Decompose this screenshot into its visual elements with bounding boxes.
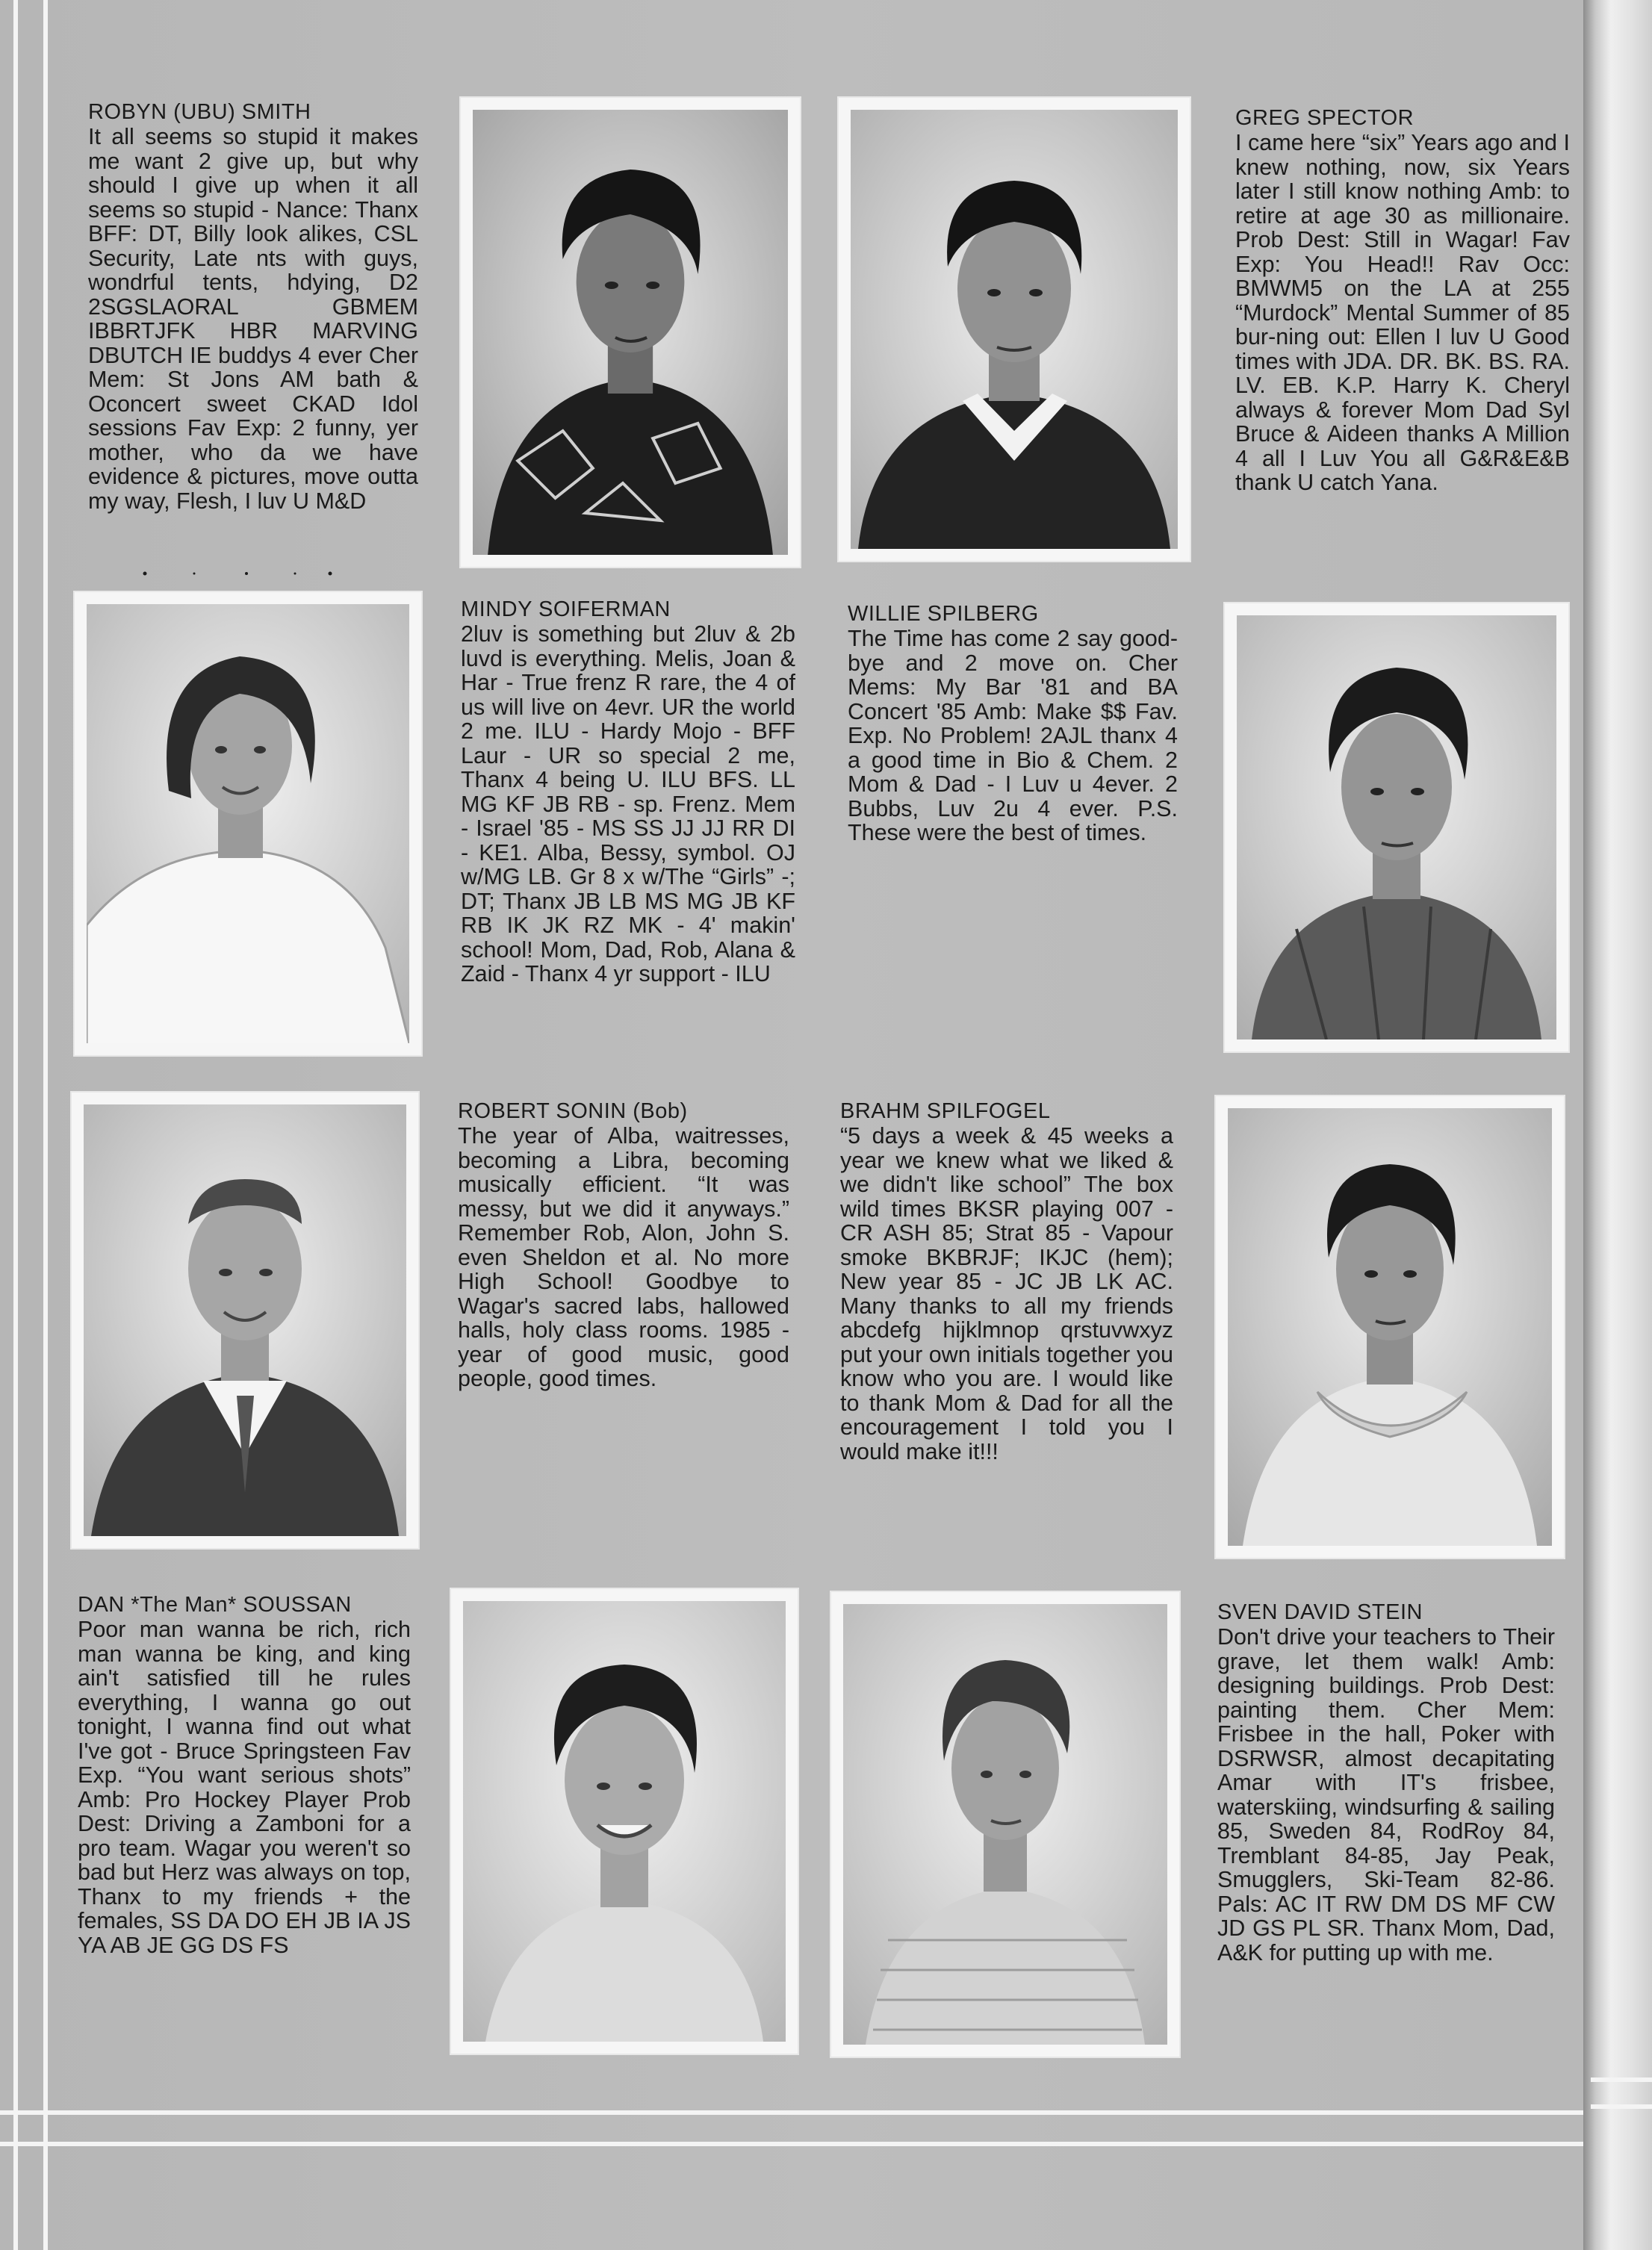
portrait-photo-brahm-spilfogel xyxy=(1216,1096,1564,1558)
student-bio: “5 days a week & 45 weeks a year we knew what we liked & we didn't like school” The box wild times BKSR playing 007 - CR ASH 85; Strat 85 - Vapour smoke BKBRJF; IKJC (hem); New year 85 - JC JB LK AC. Many thanks to all my friends abcdefg hijklmnop qrstuvwxyz put your own initials together you know who you are. I would like to thank Mom & Dad for all the encouragement I told you I would make it!!! xyxy=(840,1123,1173,1464)
binding-rule xyxy=(1591,2077,1652,2082)
binding-rule-lower xyxy=(1591,2104,1652,2109)
student-entry-dan-soussan xyxy=(78,1593,411,1957)
student-entry-willie-spilberg xyxy=(848,602,1178,845)
student-name: ROBERT SONIN (Bob) xyxy=(458,1099,688,1123)
student-entry-mindy-soiferman xyxy=(461,597,795,986)
student-bio: Don't drive your teachers to Their grave, let them walk! Amb: designing buildings. Prob Dest: painting them. Cher Mem: Frisbee in the hall, Poker with DSRWSR, almost decapitating Amar with IT's frisbee, waterskiing, windsurfing & sailing 85, Sweden 84, RodRoy 84, Tremblant 84-85, Jay Peak, Smugglers, Ski-Team 82-86. Pals: AC IT RW DM DS MF CW JD GS PL SR. Thanx Mom, Dad, A&K for putting up with me. xyxy=(1217,1624,1555,1965)
portrait-photo-dan-soussan xyxy=(451,1589,798,2054)
decorative-dots xyxy=(142,571,351,577)
student-name: DAN *The Man* SOUSSAN xyxy=(78,1593,352,1617)
portrait-photo-robyn-smith xyxy=(461,98,800,567)
bottom-horizontal-rule-lower xyxy=(0,2142,1652,2146)
student-bio: Poor man wanna be rich, rich man wanna be king, and king ain't satisfied till he rules everything, I wanna go out tonight, I wanna find out what I've got - Bruce Springsteen Fav Exp. “You want serious shots” Amb: Pro Hockey Player Prob Dest: Driving a Zamboni for a pro team. Wagar you weren't so bad but Herz was always on top, Thanx to my friends + the females, SS DA DO EH JB IA JS YA AB JE GG DS FS xyxy=(78,1617,411,1958)
portrait-photo-mindy-soiferman xyxy=(75,592,421,1055)
portrait-photo-sven-stein xyxy=(831,1592,1179,2057)
portrait-photo-robert-sonin xyxy=(72,1093,418,1548)
left-vertical-rule-inner xyxy=(43,0,48,2250)
student-entry-greg-spector xyxy=(1235,106,1570,495)
student-bio: The year of Alba, waitresses, becoming a Libra, becoming musically efficient. “It was messy, but we did it anyways.” Remember Rob, Alon, John S. even Sheldon et al. No more High School! Goodbye to Wagar's sacred labs, hallowed halls, holy class rooms. 1985 - year of good music, good people, good times. xyxy=(458,1123,789,1391)
student-entry-brahm-spilfogel xyxy=(840,1099,1173,1464)
student-name: SVEN DAVID STEIN xyxy=(1217,1600,1423,1624)
portrait-photo-willie-spilberg xyxy=(1225,603,1568,1051)
student-bio: 2luv is something but 2luv & 2b luvd is everything. Melis, Joan & Har - True frenz R rare, the 4 of us will live on 4evr. UR the world 2 me. ILU - Hardy Mojo - BFF Laur - UR so special 2 me, Thanx 4 being U. ILU BFS. LL MG KF JB RB - sp. Frenz. Mem - Israel '85 - MS SS JJ JJ RR DI - KE1. Alba, Bessy, symbol. OJ w/MG LB. Gr 8 x w/The “Girls” -; DT; Thanx JB LB MS MG JB KF RB IK JK RZ MK - 4' makin' school! Mom, Dad, Rob, Alana & Zaid - Thanx 4 yr support - ILU xyxy=(461,621,795,986)
student-name: GREG SPECTOR xyxy=(1235,106,1415,130)
student-name: WILLIE SPILBERG xyxy=(848,602,1039,626)
portrait-photo-greg-spector xyxy=(839,98,1190,561)
student-bio: The Time has come 2 say good-bye and 2 move on. Cher Mems: My Bar '81 and BA Concert '85 Amb: Make $$ Fav. Exp. No Problem! 2AJL thanx 4 a good time in Bio & Chem. 2 Mom & Dad - I Luv u 4ever. 2 Bubbs, Luv 2u 4 ever. P.S. These were the best of times. xyxy=(848,626,1178,845)
student-bio: It all seems so stupid it makes me want 2 give up, but why should I give up when it all seems so stupid - Nance: Thanx BFF: DT, Billy look alikes, CSL Security, Late nts with guys, wondrful tents, hdying, D2 2SGSLAORAL GBMEM IBBRTJFK HBR MARVING DBUTCH IE buddys 4 ever Cher Mem: St Jons AM bath & Oconcert sweet CKAD Idol sessions Fav Exp: 2 funny, yer mother, who da we have evidence & pictures, move outta my way, Flesh, I luv U M&D xyxy=(88,124,418,514)
student-entry-robert-sonin xyxy=(458,1099,789,1391)
left-vertical-rule xyxy=(13,0,18,2250)
student-name: ROBYN (UBU) SMITH xyxy=(88,100,311,124)
student-name: BRAHM SPILFOGEL xyxy=(840,1099,1051,1123)
bottom-horizontal-rule xyxy=(0,2110,1652,2115)
student-bio: I came here “six” Years ago and I knew nothing, now, six Years later I still know nothing Amb: to retire at age 30 as millionaire. Prob Dest: Still in Wagar! Fav Exp: You Head!! Rav Occ: BMWM5 on the LA at 255 “Murdock” Mental Summer of 85 bur-ning out: Ellen I luv U Good times with JDA. DR. BK. BS. RA. LV. EB. K.P. Harry K. Cheryl always & forever Mom Dad Syl Bruce & Aideen thanks A Million 4 all I Luv You all G&R&E&B thank U catch Yana. xyxy=(1235,130,1570,495)
student-name: MINDY SOIFERMAN xyxy=(461,597,671,621)
book-binding-edge xyxy=(1583,0,1652,2250)
student-entry-sven-stein xyxy=(1217,1600,1555,1965)
student-entry-robyn-smith xyxy=(88,100,418,513)
